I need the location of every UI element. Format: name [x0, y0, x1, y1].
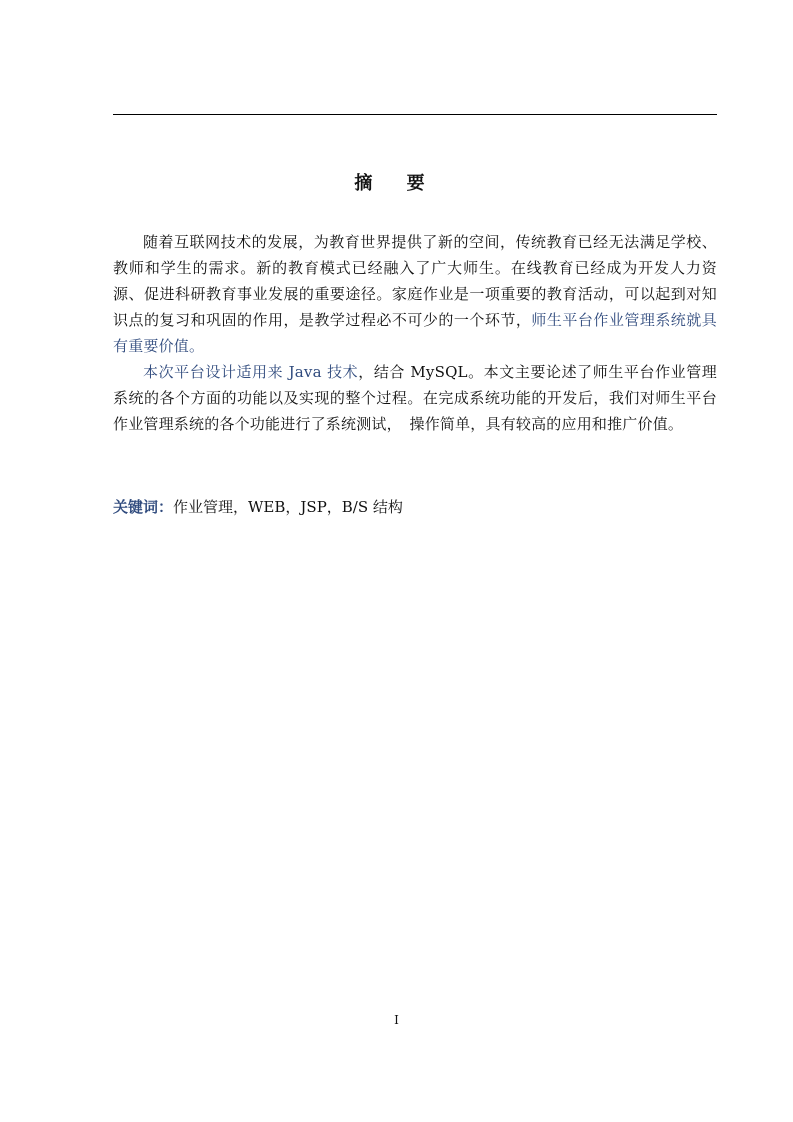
abstract-paragraph-2	[113, 359, 717, 437]
keywords-value: 作业管理，WEB，JSP，B/S 结构	[173, 498, 403, 516]
paragraph-2-text: ，结合 MySQL。本文主要论述了师生平台作业管理系统的各个方面的功能以及实现的整个过程。在完成系统功能的开发后，我们对师生平台作业管理系统的各个功能进行了系统测试， 操作简单，具有较高的应用和推广价值。	[113, 363, 718, 433]
keywords-line	[113, 494, 717, 520]
header-rule	[113, 114, 717, 115]
page-number: I	[394, 1013, 399, 1027]
abstract-body	[113, 229, 717, 437]
abstract-paragraph-1	[113, 229, 717, 359]
paragraph-2-highlight: 本次平台设计适用来 Java 技术	[143, 363, 359, 381]
paragraph-1-text: 随着互联网技术的发展，为教育世界提供了新的空间，传统教育已经无法满足学校、教师和学生的需求。新的教育模式已经融入了广大师生。在线教育已经成为开发人力资源、促进科研教育事业发展的重要途径。家庭作业是一项重要的教育活动，可以起到对知识点的复习和巩固的作用，是教学过程必不可少的一个环节，	[113, 233, 717, 329]
page-title: 摘 要	[354, 173, 439, 194]
keywords-label: 关键词：	[113, 498, 174, 516]
paragraph-1-highlight: 师生平台作业管理系统就具有重要价值。	[113, 311, 717, 355]
